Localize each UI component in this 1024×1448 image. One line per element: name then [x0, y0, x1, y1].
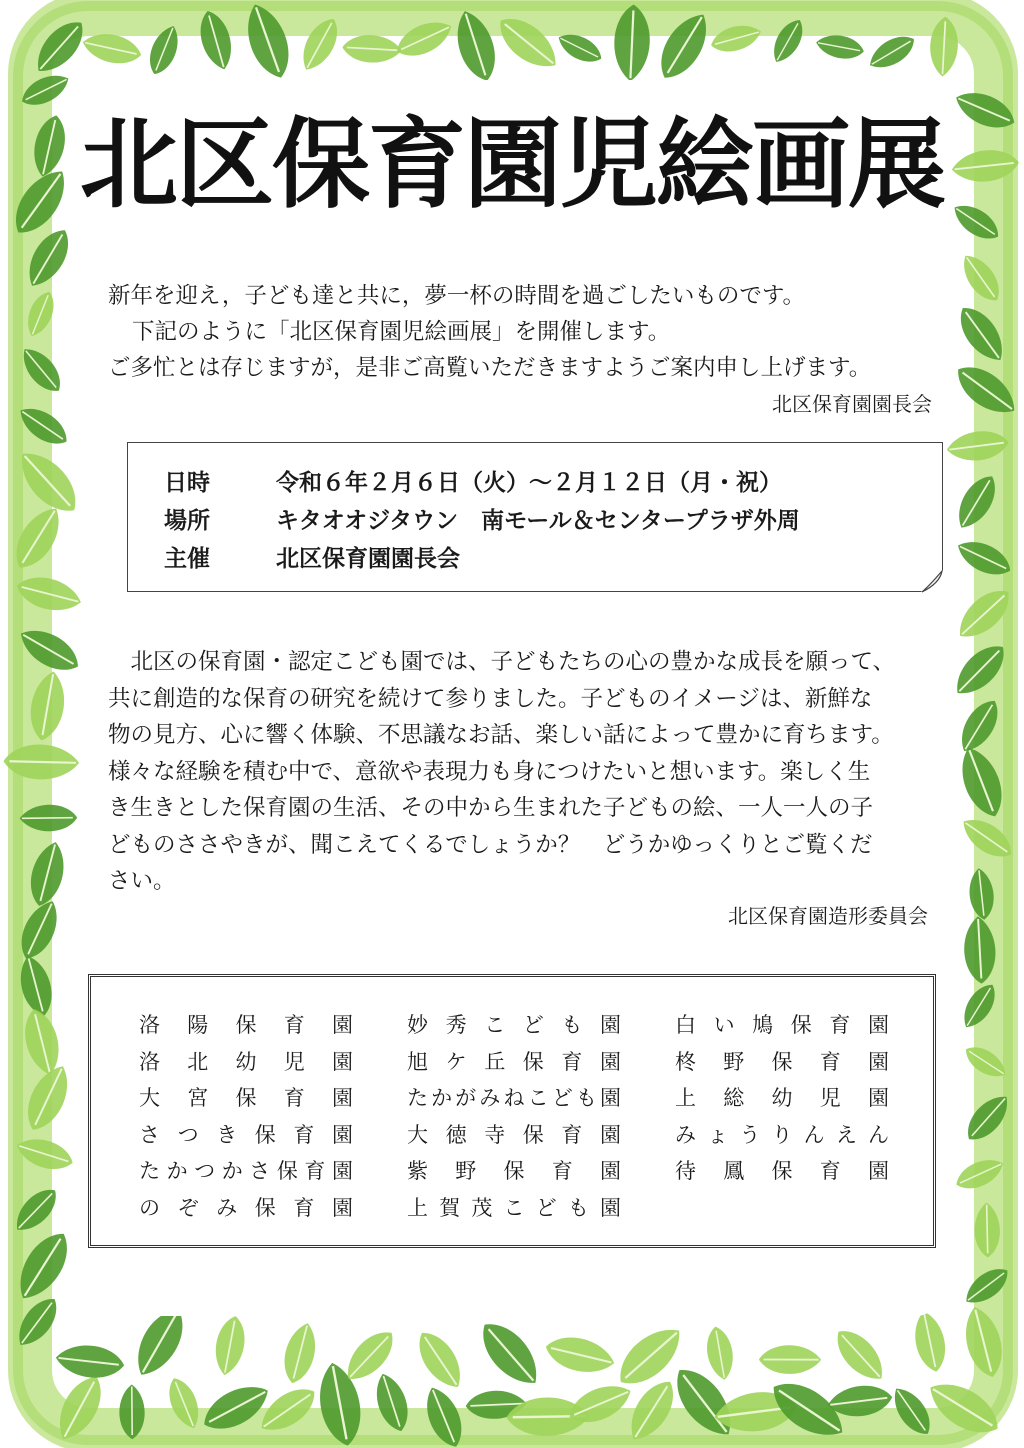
body-section — [108, 644, 934, 900]
body-line: さい。 — [108, 868, 176, 894]
nursery-item: たかつかさ保育園 — [139, 1159, 353, 1183]
nursery-item: 上賀茂こども園 — [407, 1195, 621, 1220]
nursery-item: 洛北幼児園 — [139, 1049, 353, 1074]
body-signature: 北区保育園造形委員会 — [728, 904, 928, 928]
info-value: キタオオジタウン 南モール＆センタープラザ外周 — [276, 507, 800, 534]
nursery-list-box — [88, 974, 936, 1248]
intro-line: ご多忙とは存じますが，是非ご高覧いただきますようご案内申し上げます。 — [108, 355, 872, 381]
info-value: 令和６年２月６日（火）～２月１２日（月・祝） — [276, 469, 782, 496]
info-row-place — [164, 499, 800, 537]
body-line: き生きとした保育園の生活、その中から生まれた子どもの絵、一人一人の子 — [108, 795, 874, 821]
nursery-item: のぞみ保育園 — [139, 1195, 353, 1220]
nursery-item: 妙秀こども園 — [407, 1013, 621, 1037]
nursery-item: 旭ケ丘保育園 — [407, 1049, 621, 1074]
info-value: 北区保育園園長会 — [276, 545, 460, 572]
event-info-box — [127, 442, 943, 592]
body-line: どものささやきが、聞こえてくるでしょうか？ どうかゆっくりとご覧くだ — [108, 831, 873, 858]
body-line: 共に創造的な保育の研究を続けて参りました。子どものイメージは、新鮮な — [108, 685, 873, 712]
intro-line: 新年を迎え，子ども達と共に，夢一杯の時間を過ごしたいものです。 — [108, 283, 806, 309]
info-label: 場所 — [164, 507, 210, 534]
info-label: 主催 — [164, 545, 210, 572]
nursery-item: 洛陽保育園 — [139, 1013, 353, 1037]
nursery-column — [139, 1007, 353, 1226]
info-row-date — [164, 461, 800, 499]
intro-signature: 北区保育園園長会 — [772, 392, 932, 416]
event-info-table — [164, 461, 800, 575]
nursery-item: 大宮保育園 — [139, 1086, 353, 1110]
nursery-item: 上総幼児園 — [675, 1086, 889, 1110]
nursery-item: 待鳳保育園 — [675, 1159, 889, 1183]
info-row-organizer — [164, 537, 800, 575]
page-title: 北区保育園児絵画展 — [79, 108, 944, 222]
page-curl-icon — [920, 569, 944, 593]
nursery-item: 紫野保育園 — [407, 1159, 621, 1183]
body-line: 北区の保育園・認定こども園では、子どもたちの心の豊かな成長を願って、 — [108, 649, 896, 675]
nursery-column — [407, 1007, 621, 1226]
nursery-item: 白い鳩保育園 — [675, 1013, 889, 1037]
intro-section — [108, 278, 932, 422]
nursery-item: 柊野保育園 — [675, 1049, 889, 1074]
body-line: 物の見方、心に響く体験、不思議なお話、楽しい話によって豊かに育ちます。 — [108, 722, 894, 748]
nursery-item: みょうりんえん — [675, 1122, 889, 1147]
nursery-item: たかがみねこども園 — [407, 1086, 621, 1110]
nursery-column — [675, 1007, 889, 1226]
intro-line: 下記のように「北区保育園児絵画展」を開催します。 — [132, 319, 671, 345]
body-line: 様々な経験を積む中で、意欲や表現力も身につけたいと想います。楽しく生 — [108, 758, 871, 785]
nursery-list — [139, 1007, 889, 1226]
info-label: 日時 — [164, 469, 210, 496]
nursery-item: さつき保育園 — [139, 1122, 353, 1147]
nursery-item: 大徳寺保育園 — [407, 1122, 621, 1147]
